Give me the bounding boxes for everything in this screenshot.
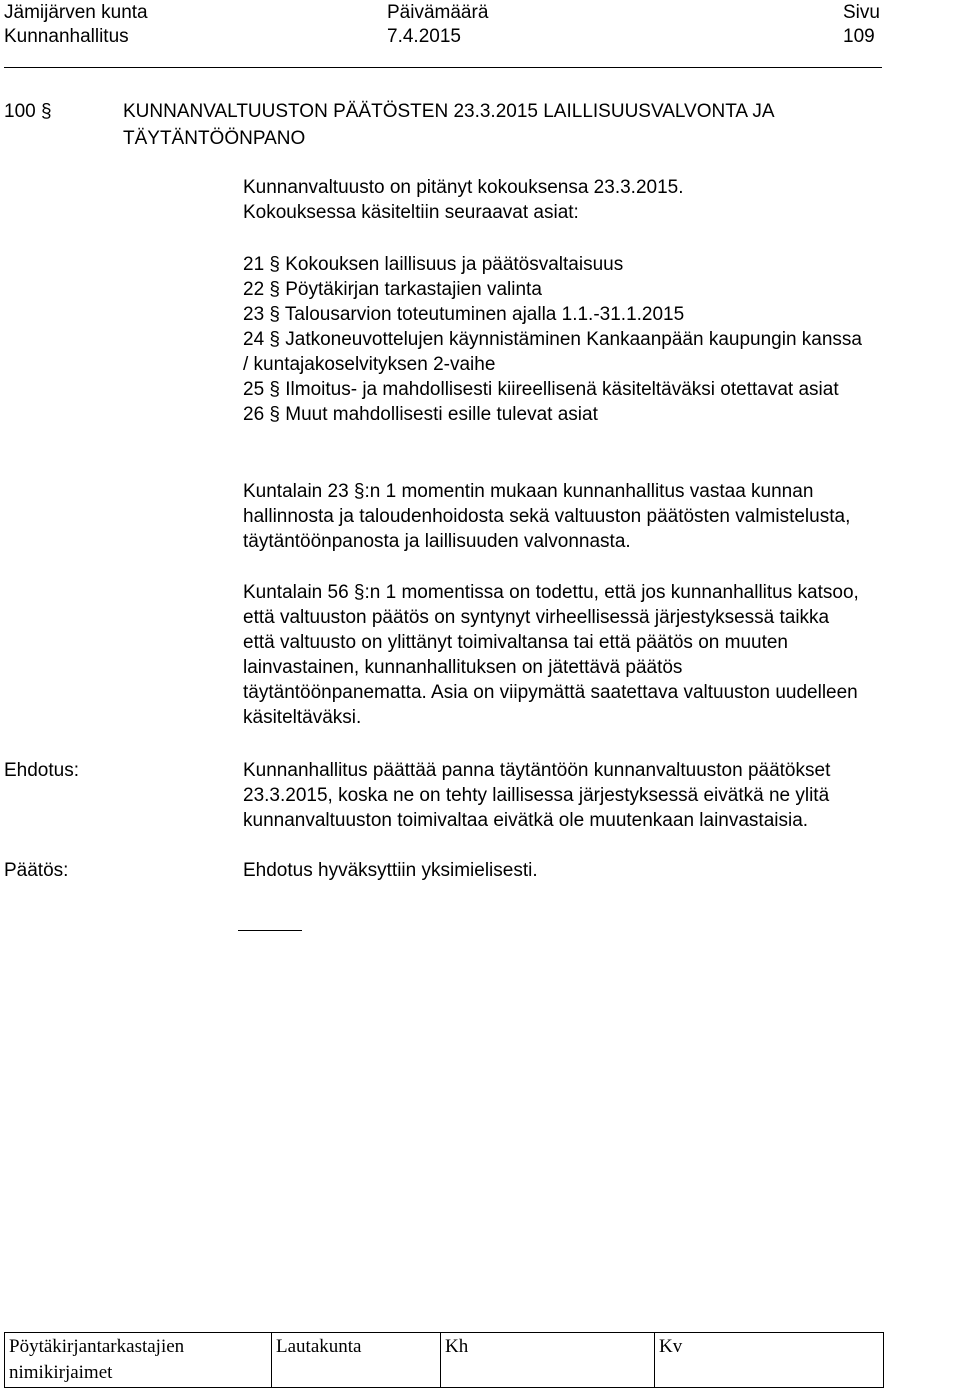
proposal-line: kunnanvaltuuston toimivaltaa eivätkä ole muutenkaan lainvastaisia. [243, 810, 809, 831]
paragraph-municipal-act-23 [243, 479, 850, 554]
item-title [123, 98, 775, 152]
proposal-label: Ehdotus: [4, 760, 79, 781]
initials-label-line: nimikirjaimet [9, 1362, 113, 1383]
paragraph-line: että valtuuston päätös on syntynyt virheellisessä järjestyksessä taikka [243, 607, 830, 628]
paragraph-line: Kuntalain 23 §:n 1 momentin mukaan kunnanhallitus vastaa kunnan [243, 481, 814, 502]
item-number: 100 § [4, 101, 52, 122]
signature-table [4, 1332, 884, 1388]
page-label: Sivu [843, 2, 880, 23]
kh-cell: Kh [441, 1333, 655, 1388]
proposal-text [243, 758, 830, 833]
meeting-date: 7.4.2015 [387, 26, 461, 47]
initials-cell [5, 1333, 272, 1388]
paragraph-line: että valtuusto on ylittänyt toimivaltansa tai että päätös on muuten [243, 632, 788, 653]
committee-name: Kunnanhallitus [4, 26, 129, 47]
agenda-item: 23 § Talousarvion toteutuminen ajalla 1.1.-31.1.2015 [243, 304, 685, 325]
decision-text: Ehdotus hyväksyttiin yksimielisesti. [243, 860, 538, 881]
board-cell: Lautakunta [272, 1333, 441, 1388]
intro-line: Kokouksessa käsiteltiin seuraavat asiat: [243, 202, 579, 223]
agenda-item: / kuntajakoselvityksen 2-vaihe [243, 354, 496, 375]
agenda-item: 22 § Pöytäkirjan tarkastajien valinta [243, 279, 542, 300]
intro-paragraph [243, 175, 684, 225]
decision-label: Päätös: [4, 860, 69, 881]
initials-label-line: Pöytäkirjantarkastajien [9, 1336, 185, 1357]
end-divider [238, 930, 302, 931]
signature-row [5, 1333, 884, 1388]
proposal-line: 23.3.2015, koska ne on tehty laillisessa järjestyksessä eivätkä ne ylitä [243, 785, 830, 806]
header-divider [4, 67, 882, 68]
agenda-list [243, 252, 862, 427]
paragraph-line: käsiteltäväksi. [243, 707, 362, 728]
proposal-line: Kunnanhallitus päättää panna täytäntöön kunnanvaltuuston päätökset [243, 760, 831, 781]
paragraph-municipal-act-56 [243, 580, 859, 730]
item-title-line: TÄYTÄNTÖÖNPANO [123, 128, 306, 149]
date-label: Päivämäärä [387, 2, 489, 23]
agenda-item: 24 § Jatkoneuvottelujen käynnistäminen Kankaanpään kaupungin kanssa [243, 329, 863, 350]
paragraph-line: Kuntalain 56 §:n 1 momentissa on todettu, että jos kunnanhallitus katsoo, [243, 582, 859, 603]
kv-cell: Kv [655, 1333, 884, 1388]
intro-line: Kunnanvaltuusto on pitänyt kokouksensa 23.3.2015. [243, 177, 684, 198]
paragraph-line: lainvastainen, kunnanhallituksen on jätettävä päätös [243, 657, 683, 678]
agenda-item: 21 § Kokouksen laillisuus ja päätösvaltaisuus [243, 254, 624, 275]
paragraph-line: täytäntöönpanematta. Asia on viipymättä saatettava valtuuston uudelleen [243, 682, 858, 703]
page-number: 109 [843, 26, 875, 47]
agenda-item: 25 § Ilmoitus- ja mahdollisesti kiireellisenä käsiteltäväksi otettavat asiat [243, 379, 839, 400]
municipality-name: Jämijärven kunta [4, 2, 148, 23]
item-title-line: KUNNANVALTUUSTON PÄÄTÖSTEN 23.3.2015 LAILLISUUSVALVONTA JA [123, 101, 775, 122]
paragraph-line: hallinnosta ja taloudenhoidosta sekä valtuuston päätösten valmistelusta, [243, 506, 851, 527]
paragraph-line: täytäntöönpanosta ja laillisuuden valvonnasta. [243, 531, 631, 552]
agenda-item: 26 § Muut mahdollisesti esille tulevat asiat [243, 404, 598, 425]
